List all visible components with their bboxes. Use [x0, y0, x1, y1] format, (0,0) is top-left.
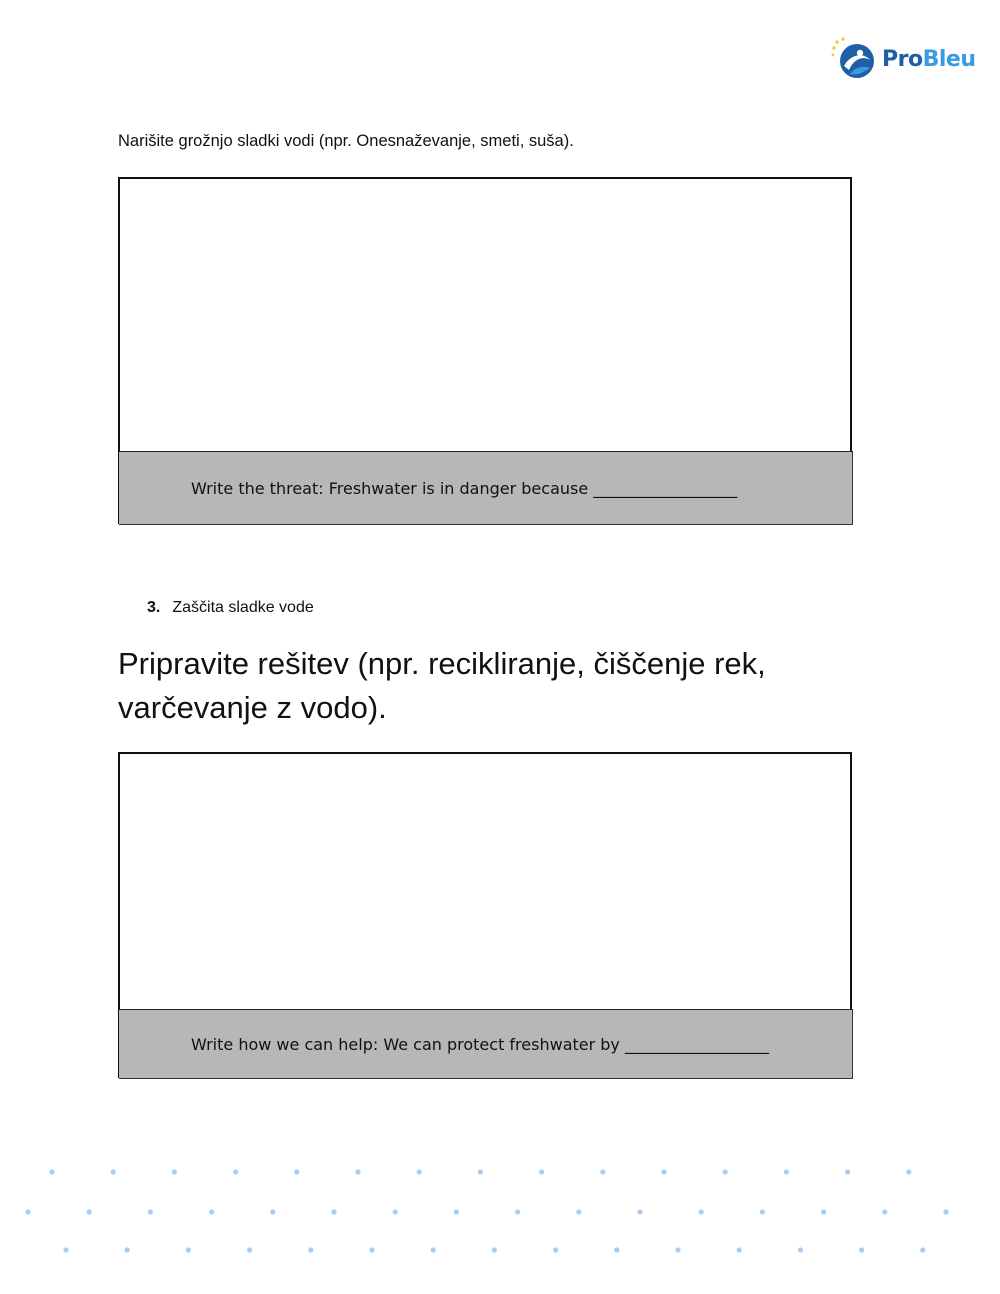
decorative-dot-pattern	[0, 1160, 1000, 1280]
decorative-dot	[308, 1247, 313, 1252]
decorative-dot	[576, 1209, 581, 1214]
decorative-dot	[845, 1169, 850, 1174]
decorative-dot	[478, 1169, 483, 1174]
decorative-dot	[553, 1247, 558, 1252]
decorative-dot	[798, 1247, 803, 1252]
protection-caption-text: Write how we can help: We can protect freshwater by __________________	[191, 1034, 769, 1054]
list-number: 3.	[147, 599, 161, 616]
decorative-dot	[614, 1247, 619, 1252]
protection-list-item	[147, 599, 314, 617]
decorative-dot	[784, 1169, 789, 1174]
decorative-dot	[393, 1209, 398, 1214]
protection-drawing-box[interactable]	[118, 752, 852, 1078]
decorative-dot	[63, 1247, 68, 1252]
decorative-dot	[25, 1209, 30, 1214]
decorative-dot	[882, 1209, 887, 1214]
threat-drawing-box[interactable]	[118, 177, 852, 524]
protection-heading: Pripravite rešitev (npr. recikliranje, čiščenje rek, varčevanje z vodo).	[118, 646, 766, 725]
decorative-dot	[148, 1209, 153, 1214]
decorative-dot	[233, 1169, 238, 1174]
decorative-dot	[699, 1209, 704, 1214]
threat-caption-bar	[119, 451, 853, 525]
logo-wordmark: ProBleu	[882, 46, 976, 72]
protection-title: Zaščita sladke vode	[172, 599, 314, 616]
decorative-dot	[331, 1209, 336, 1214]
decorative-dot	[492, 1247, 497, 1252]
decorative-dot	[906, 1169, 911, 1174]
decorative-dot	[87, 1209, 92, 1214]
decorative-dot	[125, 1247, 130, 1252]
decorative-dot	[943, 1209, 948, 1214]
decorative-dot	[49, 1169, 54, 1174]
decorative-dot	[539, 1169, 544, 1174]
decorative-dot	[294, 1169, 299, 1174]
decorative-dot	[247, 1247, 252, 1252]
decorative-dot	[920, 1247, 925, 1252]
decorative-dot	[431, 1247, 436, 1252]
decorative-dot	[821, 1209, 826, 1214]
decorative-dot	[111, 1169, 116, 1174]
decorative-dot	[172, 1169, 177, 1174]
decorative-dot	[723, 1169, 728, 1174]
probleu-logo	[830, 36, 976, 82]
decorative-dot	[737, 1247, 742, 1252]
protection-caption-bar	[119, 1009, 853, 1079]
decorative-dot	[270, 1209, 275, 1214]
decorative-dot	[675, 1247, 680, 1252]
decorative-dot	[369, 1247, 374, 1252]
threat-prompt: Narišite grožnjo sladki vodi (npr. Onesnaževanje, smeti, suša).	[118, 132, 574, 150]
decorative-dot	[637, 1209, 642, 1214]
decorative-dot	[515, 1209, 520, 1214]
decorative-dot	[600, 1169, 605, 1174]
decorative-dot	[417, 1169, 422, 1174]
decorative-dot	[760, 1209, 765, 1214]
decorative-dot	[661, 1169, 666, 1174]
decorative-dot	[355, 1169, 360, 1174]
decorative-dot	[186, 1247, 191, 1252]
probleu-logo-icon	[830, 36, 876, 82]
decorative-dot	[859, 1247, 864, 1252]
decorative-dot	[209, 1209, 214, 1214]
threat-caption-text: Write the threat: Freshwater is in danger because __________________	[191, 478, 738, 498]
decorative-dot	[454, 1209, 459, 1214]
